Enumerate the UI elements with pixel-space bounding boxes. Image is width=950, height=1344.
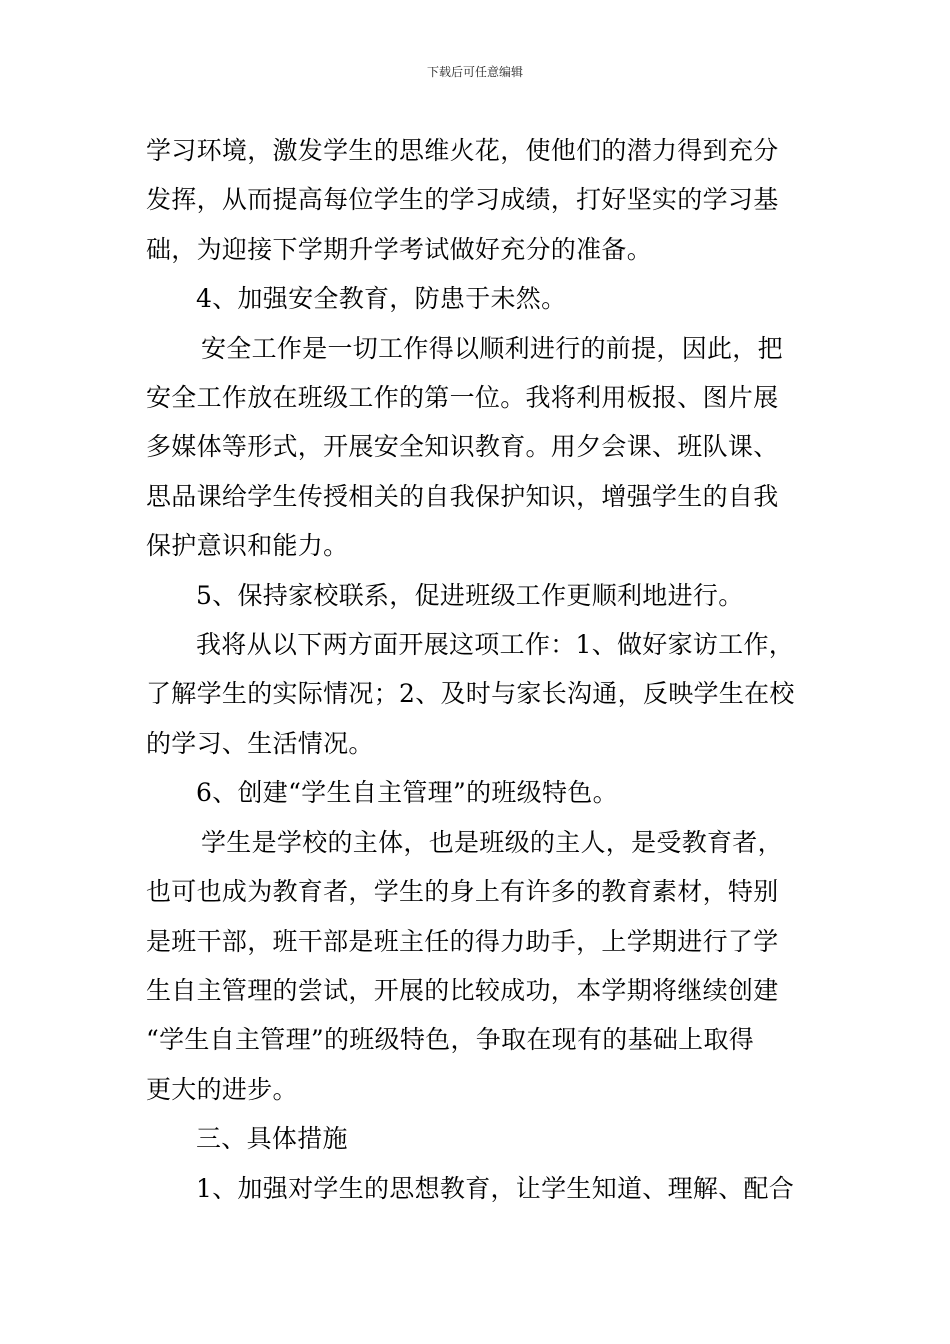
- heading-line: 6、创建“学生自主管理”的班级特色。: [196, 778, 618, 808]
- text-line: 础，为迎接下学期升学考试做好充分的准备。: [146, 234, 653, 264]
- section-heading-measures: [146, 1114, 806, 1163]
- text-line: 思品课给学生传授相关的自我保护知识，增强学生的自我: [146, 481, 779, 511]
- paragraph-home-school: [146, 620, 806, 768]
- paragraph-safety: [146, 324, 806, 571]
- text-line: 安全工作放在班级工作的第一位。我将利用板报、图片展: [146, 383, 779, 413]
- heading-line: 三、具体措施: [196, 1124, 348, 1154]
- paragraph-measures-1: [146, 1164, 806, 1213]
- text-line: 发挥，从而提高每位学生的学习成绩，打好坚实的学习基: [146, 185, 779, 215]
- text-line: 更大的进步。: [146, 1074, 298, 1104]
- page-header: 下载后可任意编辑: [426, 65, 523, 79]
- document-body: [146, 126, 806, 1213]
- heading-line: 5、保持家校联系，促进班级工作更顺利地进行。: [196, 580, 744, 610]
- text-line: 也可也成为教育者，学生的身上有许多的教育素材，特别: [146, 877, 779, 907]
- text-line: 安全工作是一切工作得以顺利进行的前提，因此，把: [201, 333, 783, 363]
- section-heading-self-management: [146, 768, 806, 817]
- text-line: “学生自主管理”的班级特色，争取在现有的基础上取得: [146, 1025, 755, 1055]
- text-line: 了解学生的实际情况；2、及时与家长沟通，反映学生在校: [146, 679, 795, 709]
- heading-line: 4、加强安全教育，防患于未然。: [196, 284, 567, 314]
- text-line: 是班干部，班干部是班主任的得力助手，上学期进行了学: [146, 926, 779, 956]
- text-line: 我将从以下两方面开展这项工作：1、做好家访工作，: [196, 630, 795, 660]
- text-line: 生自主管理的尝试，开展的比较成功，本学期将继续创建: [146, 975, 779, 1005]
- section-heading-safety: [146, 274, 806, 323]
- section-heading-home-school: [146, 571, 806, 620]
- text-line: 的学习、生活情况。: [146, 728, 374, 758]
- text-line: 保护意识和能力。: [146, 531, 349, 561]
- text-line: 1、加强对学生的思想教育，让学生知道、理解、配合: [196, 1173, 795, 1203]
- text-line: 学习环境，激发学生的思维火花，使他们的潜力得到充分: [146, 136, 779, 165]
- paragraph-continuation: [146, 126, 806, 274]
- text-line: 多媒体等形式，开展安全知识教育。用夕会课、班队课、: [146, 432, 779, 462]
- text-line: 学生是学校的主体，也是班级的主人，是受教育者，: [201, 827, 783, 857]
- paragraph-self-management: [146, 818, 806, 1114]
